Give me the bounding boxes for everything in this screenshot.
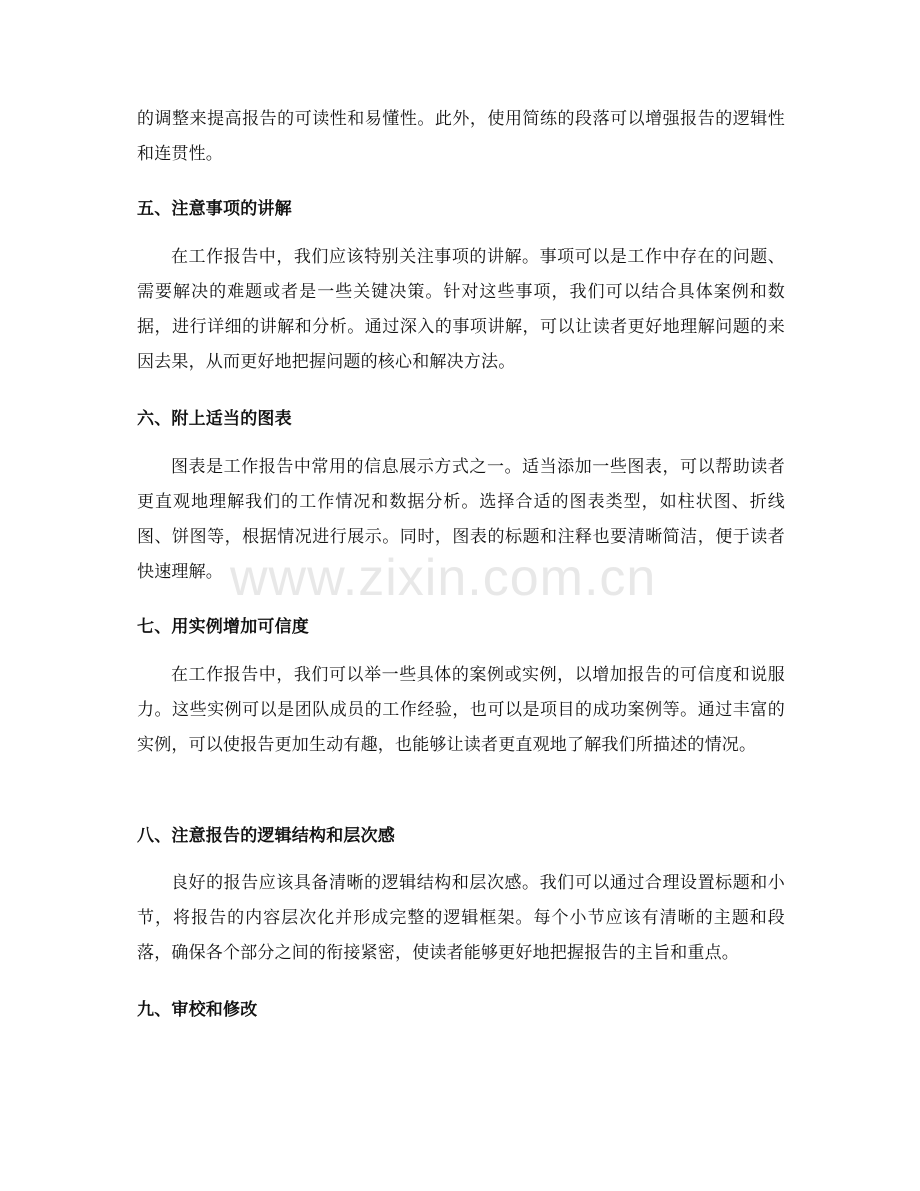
- section-heading-9: 九、审校和修改: [137, 1000, 258, 1020]
- watermark: www.zixin.com.cn: [230, 549, 657, 607]
- section-heading-7: 七、用实例增加可信度: [137, 617, 309, 637]
- section-heading-5: 五、注意事项的讲解: [137, 199, 292, 219]
- paragraph-6: 图表是工作报告中常用的信息展示方式之一。适当添加一些图表，可以帮助读者更直观地理解我们的工作情况和数据分析。选择合适的图表类型，如柱状图、折线图、饼图等，根据情况进行展示。同时，图表的标题和注释也要清晰简洁，便于读者快速理解。: [137, 457, 785, 582]
- paragraph-7: 在工作报告中，我们可以举一些具体的案例或实例，以增加报告的可信度和说服力。这些实例可以是团队成员的工作经验，也可以是项目的成功案例等。通过丰富的实例，可以使报告更加生动有趣，也能够让读者更直观地了解我们所描述的情况。: [137, 665, 785, 755]
- paragraph-8: 良好的报告应该具备清晰的逻辑结构和层次感。我们可以通过合理设置标题和小节，将报告的内容层次化并形成完整的逻辑框架。每个小节应该有清晰的主题和段落，确保各个部分之间的衔接紧密，使读者能够更好地把握报告的主旨和重点。: [137, 873, 785, 963]
- paragraph-intro: 的调整来提高报告的可读性和易懂性。此外，使用简练的段落可以增强报告的逻辑性和连贯性。: [137, 109, 785, 164]
- section-heading-8: 八、注意报告的逻辑结构和层次感: [137, 826, 395, 846]
- paragraph-5: 在工作报告中，我们应该特别关注事项的讲解。事项可以是工作中存在的问题、需要解决的难题或者是一些关键决策。针对这些事项，我们可以结合具体案例和数据，进行详细的讲解和分析。通过深入的事项讲解，可以让读者更好地理解问题的来因去果，从而更好地把握问题的核心和解决方法。: [137, 247, 785, 372]
- section-heading-6: 六、附上适当的图表: [137, 409, 292, 429]
